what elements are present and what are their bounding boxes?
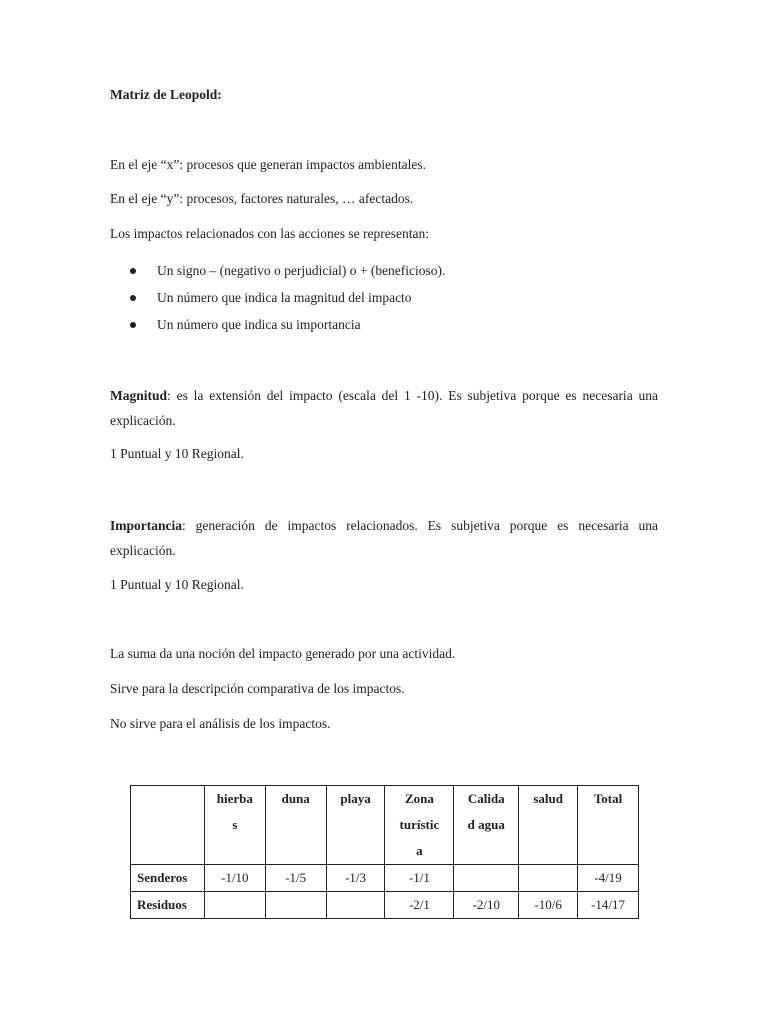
- table-cell: -2/10: [454, 892, 519, 919]
- row-header-cell: Senderos: [131, 865, 205, 892]
- list-item: [110, 262, 445, 289]
- table-cell: [326, 892, 385, 919]
- table-cell: -14/17: [578, 892, 639, 919]
- table-cell: [265, 892, 326, 919]
- bullet-text: Un número que indica su importancia: [157, 317, 361, 332]
- axis-x-line: En el eje “x”: procesos que generan impactos ambientales.: [110, 157, 426, 172]
- importancia-scale: 1 Puntual y 10 Regional.: [110, 577, 244, 592]
- table-header-cell: salud: [519, 786, 578, 865]
- importancia-paragraph: [110, 513, 658, 563]
- table-header-cell: Total: [578, 786, 639, 865]
- table-cell: [519, 865, 578, 892]
- table-header-cell: Zona turístic a: [385, 786, 454, 865]
- table-cell: -1/5: [265, 865, 326, 892]
- bullet-list: [110, 262, 445, 343]
- table-header-row: [131, 786, 639, 865]
- importancia-text: : generación de impactos relacionados. Es subjetiva porque es necesaria una explicación.: [110, 518, 658, 558]
- table-header-cell: playa: [326, 786, 385, 865]
- list-item: [110, 289, 445, 316]
- table-header-cell: duna: [265, 786, 326, 865]
- table-cell: -1/3: [326, 865, 385, 892]
- table-cell: -2/1: [385, 892, 454, 919]
- magnitud-text: : es la extensión del impacto (escala del 1 -10). Es subjetiva porque es necesaria una explicación.: [110, 388, 658, 428]
- bullet-text: Un signo – (negativo o perjudicial) o + (beneficioso).: [157, 263, 446, 278]
- bullet-icon: [130, 295, 136, 301]
- bullet-icon: [130, 322, 136, 328]
- table-row: [131, 865, 639, 892]
- table-header-cell: Calida d agua: [454, 786, 519, 865]
- magnitud-term: Magnitud: [110, 388, 168, 403]
- document-title: Matriz de Leopold:: [110, 87, 222, 102]
- no-sirve-line: No sirve para el análisis de los impactos.: [110, 716, 331, 731]
- table-cell: [454, 865, 519, 892]
- table-cell: -1/1: [385, 865, 454, 892]
- table-cell: -1/10: [204, 865, 265, 892]
- suma-line: La suma da una noción del impacto generado por una actividad.: [110, 646, 456, 661]
- table-cell: -10/6: [519, 892, 578, 919]
- intro-line: Los impactos relacionados con las acciones se representan:: [110, 226, 430, 241]
- row-header-cell: Residuos: [131, 892, 205, 919]
- table-header-cell: [131, 786, 205, 865]
- bullet-text: Un número que indica la magnitud del impacto: [157, 290, 412, 305]
- magnitud-paragraph: [110, 383, 658, 433]
- sirve-line: Sirve para la descripción comparativa de los impactos.: [110, 681, 405, 696]
- axis-y-line: En el eje “y”: procesos, factores naturales, … afectados.: [110, 191, 414, 206]
- leopold-matrix-table: [130, 785, 639, 919]
- importancia-term: Importancia: [110, 518, 182, 533]
- list-item: [110, 316, 445, 343]
- magnitud-scale: 1 Puntual y 10 Regional.: [110, 446, 244, 461]
- bullet-icon: [130, 268, 136, 274]
- table-cell: -4/19: [578, 865, 639, 892]
- table-header-cell: hierba s: [204, 786, 265, 865]
- table-cell: [204, 892, 265, 919]
- table-row: [131, 892, 639, 919]
